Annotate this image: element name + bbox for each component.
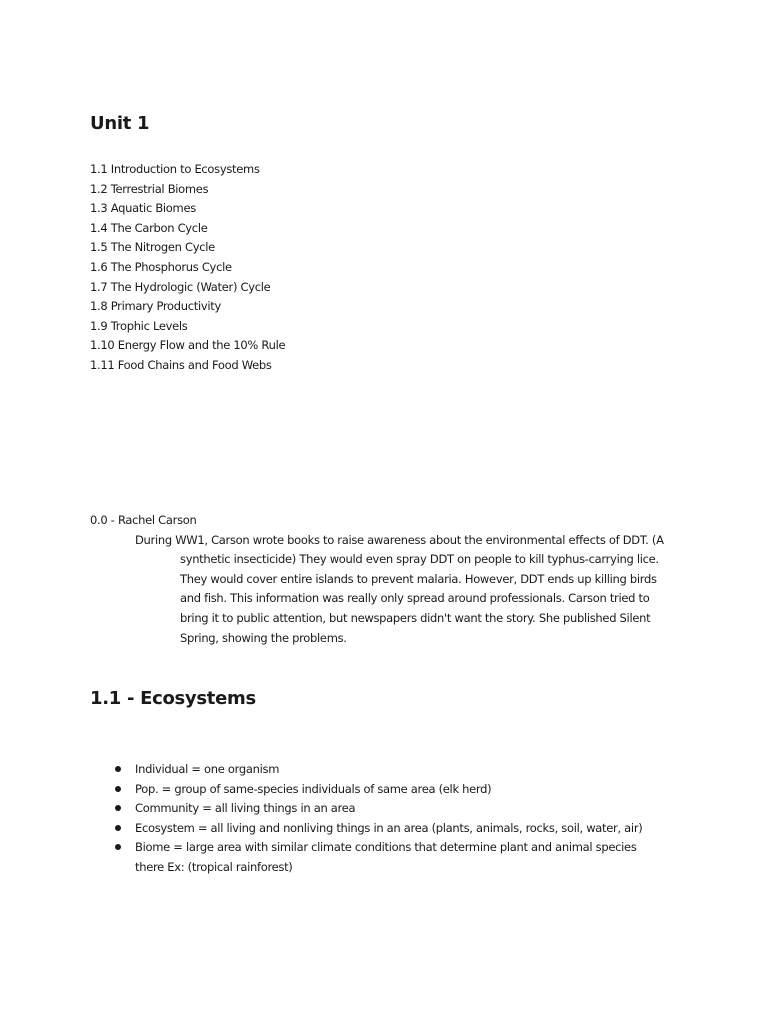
bullet-icon	[115, 825, 121, 831]
toc-item: 1.3 Aquatic Biomes	[90, 201, 196, 216]
list-item	[90, 838, 650, 877]
toc-item: 1.11 Food Chains and Food Webs	[90, 357, 272, 372]
list-item	[90, 819, 650, 839]
bullet-icon	[115, 844, 121, 850]
toc-item: 1.8 Primary Productivity	[90, 299, 222, 314]
toc-item: 1.4 The Carbon Cycle	[90, 220, 208, 235]
toc-item: 1.1 Introduction to Ecosystems	[90, 162, 260, 176]
toc-item: 1.6 The Phosphorus Cycle	[90, 259, 232, 274]
bullet-icon	[115, 805, 121, 811]
section-title: 0.0 - Rachel Carson	[90, 513, 197, 527]
list-item-text: Individual = one organism	[135, 762, 280, 776]
section-paragraph: During WW1, Carson wrote books to raise awareness about the environmental effects of DDT. (A synthetic insecticide) They would even spray DDT on people to kill typhus-carrying lice. They would cover entire islands to prevent malaria. However, DDT ends up killing birds and fish. This information was really only spread around professionals. Carson tried to bring it to public attention, but newspapers didn't want the story. She published Silent Spring, showing the problems.	[135, 532, 664, 645]
list-item-text: Community = all living things in an area	[135, 801, 356, 816]
toc-item: 1.5 The Nitrogen Cycle	[90, 240, 215, 255]
list-item	[90, 780, 650, 800]
list-item-text: Ecosystem = all living and nonliving things in an area (plants, animals, rocks, soil, water, air)	[135, 820, 643, 835]
list-item-text: Pop. = group of same-species individuals of same area (elk herd)	[135, 781, 492, 796]
bullet-icon	[115, 786, 121, 792]
toc-item: 1.9 Trophic Levels	[90, 318, 188, 333]
ecosystems-bullet-list	[90, 760, 650, 878]
table-of-contents	[90, 160, 285, 376]
list-item	[90, 760, 650, 780]
list-item	[90, 799, 650, 819]
toc-item: 1.2 Terrestrial Biomes	[90, 181, 209, 196]
ecosystems-heading: 1.1 - Ecosystems	[90, 688, 256, 709]
rachel-carson-section	[90, 511, 680, 648]
toc-item: 1.7 The Hydrologic (Water) Cycle	[90, 279, 271, 294]
bullet-icon	[115, 766, 121, 772]
list-item-text: Biome = large area with similar climate conditions that determine plant and animal species there Ex: (tropical rainforest)	[135, 840, 637, 874]
unit-heading: Unit 1	[90, 113, 150, 134]
toc-item: 1.10 Energy Flow and the 10% Rule	[90, 338, 286, 353]
